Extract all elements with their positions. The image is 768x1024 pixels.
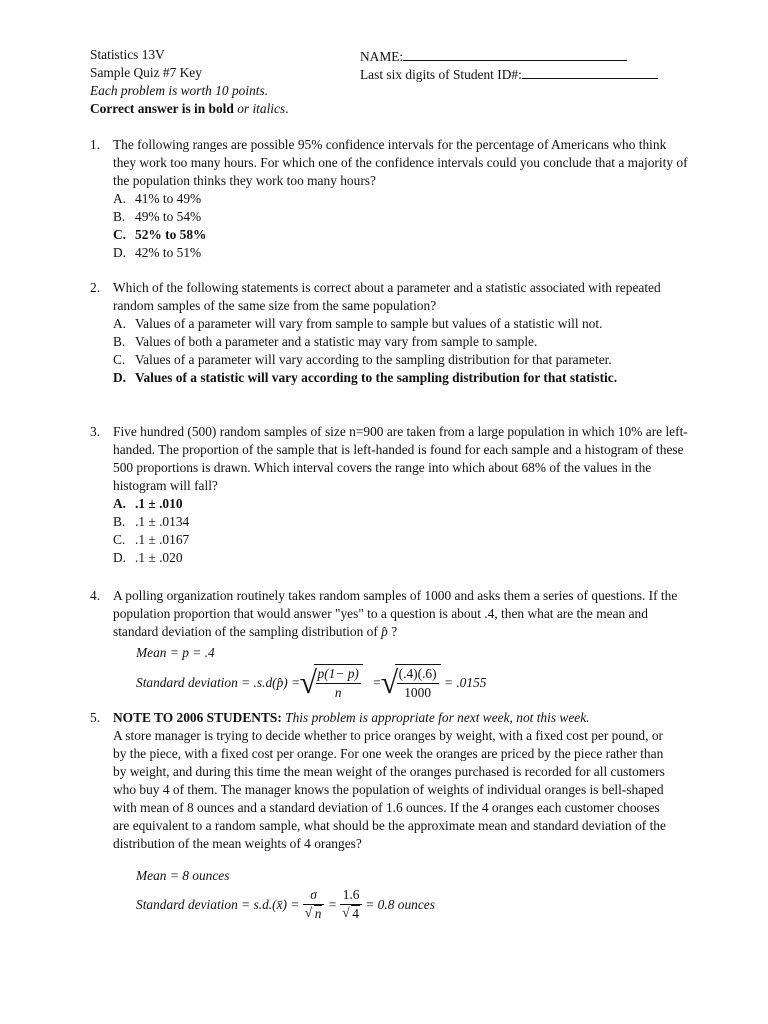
question-4 <box>90 587 690 641</box>
equals-sign: = <box>327 896 337 912</box>
correct-note-italic: or italics <box>237 101 286 116</box>
option-d <box>113 549 690 567</box>
name-line <box>360 46 627 66</box>
question-stem-text: A polling organization routinely takes random samples of 1000 and asks them a series of questions. If the population proportion that would answer "yes" to a question is about .4, then what are the mean and standard deviation of the sampling distribution of <box>113 588 678 639</box>
option-list <box>113 315 700 387</box>
note-text: This problem is appropriate for next week, not this week. <box>285 710 590 725</box>
fraction <box>397 665 439 702</box>
sd-label: Standard deviation = <box>136 896 251 912</box>
note-label: NOTE TO 2006 STUDENTS: <box>113 710 282 725</box>
question-number: 5. <box>90 710 101 725</box>
option-a <box>113 190 690 208</box>
fraction-denominator: 1000 <box>397 683 439 702</box>
option-a <box>113 315 700 333</box>
correct-note-end: . <box>285 101 289 116</box>
option-text: .1 ± .010 <box>135 496 183 511</box>
option-c <box>113 531 690 549</box>
question-3 <box>90 423 690 567</box>
p-hat-symbol: p̂ <box>381 624 388 639</box>
q4-mean-answer: Mean = p = .4 <box>136 645 215 660</box>
fraction <box>316 665 361 702</box>
option-d-correct <box>113 369 645 387</box>
sqrt-symbol: √ 4 <box>342 905 360 923</box>
question-number: 1. <box>90 137 101 152</box>
option-b <box>113 513 690 531</box>
option-text: Values of a parameter will vary from sample to sample but values of a statistic will not. <box>135 316 603 331</box>
option-text: .1 ± .020 <box>135 550 183 565</box>
option-text: 42% to 51% <box>135 245 202 260</box>
question-1 <box>90 136 690 262</box>
fraction-denominator <box>340 904 362 923</box>
question-stem: Which of the following statements is correct about a parameter and a statistic associated with repeated random samples of the same size from the same population? <box>113 280 661 313</box>
sd-label: Standard deviation = <box>136 675 251 690</box>
option-text: Values of a statistic will vary according to the sampling distribution for that statistic. <box>135 370 618 385</box>
student-id-line <box>360 64 658 84</box>
option-letter: A. <box>113 191 127 206</box>
fraction-denominator <box>303 904 325 923</box>
name-field[interactable] <box>403 46 627 61</box>
question-number: 4. <box>90 588 101 603</box>
student-id-field[interactable] <box>522 64 658 79</box>
question-stem: A store manager is trying to decide whether to price oranges by weight, with a fixed cost per pound, or by the piece, with a fixed cost per orange. For one week the oranges are priced by the piece rather than by weight, and during this time the mean weight of the oranges purchased is recorded for all customers who buy 4 of them. The manager knows the population of weights of individual oranges is bell-shaped with mean of 8 ounces and a standard deviation of 1.6 ounces. If the 4 oranges each customer chooses are equivalent to a random sample, what should be the approximate mean and standard deviation of the distribution of the mean weights of 4 oranges? <box>113 728 666 851</box>
fraction <box>340 886 362 923</box>
option-text: Values of a parameter will vary according to the sampling distribution for that parameter. <box>135 352 612 367</box>
option-list <box>113 495 690 567</box>
option-c-correct <box>113 226 690 244</box>
option-text: Values of both a parameter and a statistic may vary from sample to sample. <box>135 334 538 349</box>
option-c <box>113 351 700 369</box>
option-letter: C. <box>113 352 126 367</box>
question-stem <box>113 587 690 641</box>
option-letter: B. <box>113 209 126 224</box>
course-title: Statistics 13V <box>90 47 165 62</box>
option-letter: D. <box>113 550 127 565</box>
question-number: 2. <box>90 280 101 295</box>
student-id-label: Last six digits of Student ID#: <box>360 67 522 82</box>
equals-sign: = <box>372 675 382 690</box>
sqrt-symbol <box>304 664 363 702</box>
option-d <box>113 244 690 262</box>
fraction-numerator: √ (.4)(.6) <box>398 666 437 681</box>
fraction-denominator: n <box>316 683 361 702</box>
option-letter: B. <box>113 334 126 349</box>
option-text: .1 ± .0167 <box>135 532 190 547</box>
question-stem: The following ranges are possible 95% confidence intervals for the percentage of Americans who think they work too many hours. For which one of the confidence intervals could you conclude that a majority of the population thinks they work too many hours? <box>113 137 688 188</box>
name-label: NAME: <box>360 49 404 64</box>
correct-note-bold: Correct answer is in bold <box>90 101 234 116</box>
sqrt-symbol: √ n <box>305 905 323 923</box>
sd-result: = .0155 <box>443 675 487 690</box>
q4-sd-answer <box>136 664 486 702</box>
option-text: 52% to 58% <box>135 227 207 242</box>
option-letter: D. <box>113 370 127 385</box>
question-2 <box>90 279 700 387</box>
option-b <box>113 208 690 226</box>
question-stem-end: ? <box>391 624 398 639</box>
question-note <box>113 709 672 727</box>
option-letter: A. <box>113 496 127 511</box>
option-letter: A. <box>113 316 127 331</box>
option-letter: C. <box>113 532 126 547</box>
sqrt-symbol <box>385 664 441 702</box>
option-b <box>113 333 700 351</box>
fraction <box>303 886 325 923</box>
q5-mean-answer: Mean = 8 ounces <box>136 868 230 883</box>
option-text: .1 ± .0134 <box>135 514 190 529</box>
question-number: 3. <box>90 424 101 439</box>
fraction-numerator: √ p(1− p) <box>317 666 359 681</box>
question-stem: Five hundred (500) random samples of size n=900 are taken from a large population in which 10% are left-handed. The proportion of the sample that is left-handed is found for each sample and a histogram of these 500 proportions is drawn. Which interval covers the range into which about 68% of the values in the histogram will fall? <box>113 424 688 493</box>
option-letter: C. <box>113 227 127 242</box>
correct-answer-note <box>90 100 289 118</box>
fraction-numerator: σ <box>310 887 317 902</box>
q5-sd-answer <box>136 886 435 923</box>
option-text: 49% to 54% <box>135 209 202 224</box>
sd-result: = 0.8 ounces <box>365 896 435 912</box>
question-5 <box>90 709 672 853</box>
option-a-correct <box>113 495 690 513</box>
sd-function: .s.d(p̂) = <box>253 675 301 690</box>
option-list <box>113 190 690 262</box>
option-text: 41% to 49% <box>135 191 202 206</box>
points-note: Each problem is worth 10 points. <box>90 83 269 98</box>
option-letter: B. <box>113 514 126 529</box>
option-letter: D. <box>113 245 127 260</box>
quiz-title: Sample Quiz #7 Key <box>90 65 202 80</box>
sd-function: s.d.(x̄) = <box>253 896 300 912</box>
fraction-numerator: 1.6 <box>342 887 360 902</box>
